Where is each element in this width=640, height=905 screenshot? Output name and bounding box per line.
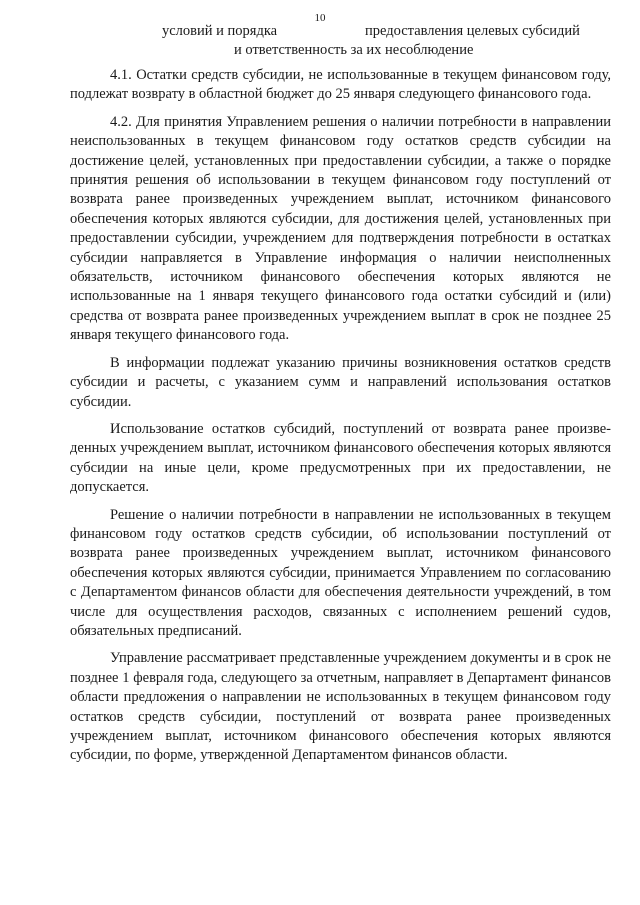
heading-line-1-right: предоставления целевых субсидий — [365, 23, 580, 39]
paragraph-decision: Решение о наличии потребности в направлении не использованных в текущем финансовом году остатков средств субсидии, об использовании поступлений от возврата ранее произведенных учреждением выплат, источником финансового обеспечения которых являются субсидии, принимается Управлением по согласованию с Департаментом финансов области для обеспечения деятельности учреждений, в том числе для осуществления расходов, связанных с исполнением решений судов, обязательных предписаний. — [70, 506, 611, 639]
paragraph-4-1: 4.1. Остатки средств субсидии, не использованные в текущем финансовом году, подлежат возврату в областной бюджет до 25 января следующего финансового года. — [70, 67, 611, 103]
heading-line-1-left: условий и порядка — [162, 23, 278, 39]
heading-line-2 — [118, 41, 598, 60]
section-heading — [118, 22, 598, 60]
paragraph-4-2: 4.2. Для принятия Управлением решения о наличии потребности в направлении неиспользованных в текущем финансовом году остатков средств субсидии на достижение целей, установленных при предоставлении субсидии, а также о порядке принятия решения об использовании в текущем финансовом году поступлений от возврата ранее произведенных учреждением выплат, источником финансового обеспечения которых являются субсидии, для достижения целей, установленных при предоставлении субсидии, учреждением для подтверждения потребности в остатках субсидии направляется в Управление информация о наличии неисполненных обязательств, источником финансового обеспечения которых являются не использованные на 1 января текущего финансового года остатки субсидий и (или) средства от возврата ранее произведенных учреждением выплат в срок не позднее 25 января текущего финансового года. — [70, 113, 611, 344]
heading-line-2-text: и ответственность за их несоблюдение — [234, 42, 474, 58]
paragraph-remainder-usage: Использование остатков субсидий, поступлений от возврата ранее произведенных учреждением выплат, источником финансового обеспечения которых являются субсидии на иные цели, кроме предусмотренных при их предоставлении, не допускается. — [70, 420, 611, 496]
paragraph-remainder-info: В информации подлежат указанию причины возникновения остатков средств субсидии и расчеты, с указанием сумм и направлений использования остатков субсидии. — [70, 354, 611, 410]
page-number: 10 — [314, 12, 326, 24]
paragraph-review: Управление рассматривает представленные учреждением документы и в срок не позднее 1 февраля года, следующего за отчетным, направляет в Департамент финансов области предложения о направлении не использованных в текущем финансовом году остатков средств субсидии, поступлений от возврата ранее произведенных учреждением выплат, источником финансового обеспечения которых являются субсидии, по форме, утвержденной Департаментом финансов области. — [70, 650, 611, 764]
document-body — [70, 66, 611, 774]
heading-line-1 — [118, 22, 598, 41]
